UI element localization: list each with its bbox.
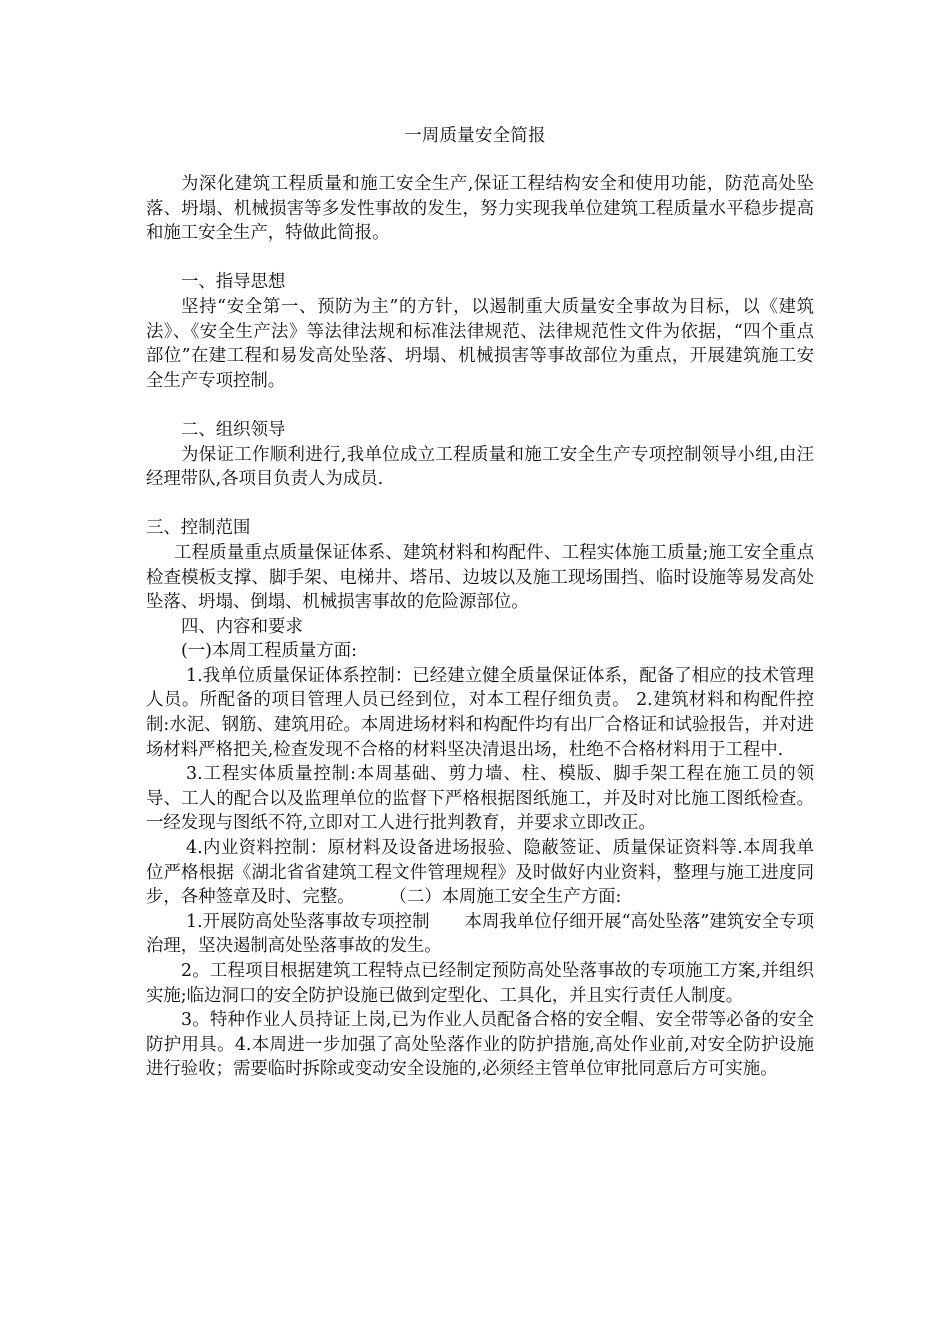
- quality-paragraph-4: 4.内业资料控制：原材料及设备进场报验、隐蔽签证、质量保证资料等.本周我单位严格根据《湖北省省建筑工程文件管理规程》及时做好内业资料，整理与施工进度同步，各种签章及时、完整。 （二）本周施工安全生产方面:: [146, 838, 814, 908]
- intro-paragraph: 为深化建筑工程质量和施工安全生产,保证工程结构安全和使用功能，防范高处坠落、坍塌、机械损害等多发性事故的发生，努力实现我单位建筑工程质量水平稳步提高和施工安全生产，特做此简报。: [146, 174, 814, 244]
- spacer: [146, 246, 814, 271]
- document-body: [146, 172, 814, 1082]
- safety-paragraph-3: 3。特种作业人员持证上岗,已为作业人员配备合格的安全帽、安全带等必备的安全防护用具。4.本周进一步加强了高处坠落作业的防护措施,高处作业前,对安全防护设施进行验收；需要临时拆除或变动安全设施的,必须经主管单位审批同意后方可实施。: [146, 1010, 814, 1080]
- safety-paragraph-2: 2。工程项目根据建筑工程特点已经制定预防高处坠落事故的专项施工方案,并组织实施;临边洞口的安全防护设施已做到定型化、工具化，并且实行责任人制度。: [146, 961, 814, 1006]
- quality-paragraph-3: 3.工程实体质量控制:本周基础、剪力墙、柱、模版、脚手架工程在施工员的领导、工人的配合以及监理单位的监督下严格根据图纸施工，并及时对比施工图纸检查。一经发现与图纸不符,立即对工人进行批判教育，并要求立即改正。: [146, 764, 814, 834]
- section-heading-organization: 二、组织领导: [181, 419, 286, 440]
- guiding-ideology-paragraph: 坚持“安全第一、预防为主”的方针，以遏制重大质量安全事故为目标，以《建筑法》、《安全生产法》等法律法规和标准法律规范、法律规范性文件为依据，“四个重点部位”在建工程和易发高处坠落、坍塌、机械损害等事故部位为重点，开展建筑施工安全生产专项控制。: [146, 296, 814, 391]
- subheading-quality: (一)本周工程质量方面:: [181, 641, 357, 662]
- control-scope-paragraph: 工程质量重点质量保证体系、建筑材料和构配件、工程实体施工质量;施工安全重点检查模板支撑、脚手架、电梯井、塔吊、边坡以及施工现场围挡、临时设施等易发高处坠落、坍塌、倒塌、机械损害事故的危险源部位。: [146, 542, 814, 613]
- organization-paragraph: 为保证工作顺利进行,我单位成立工程质量和施工安全生产专项控制领导小组,由汪经理带队,各项目负责人为成员.: [146, 444, 814, 490]
- section-heading-guiding-ideology: 一、指导思想: [181, 272, 286, 293]
- section-heading-content-requirements: 四、内容和要求: [181, 616, 303, 637]
- section-heading-control-scope: 三、控制范围: [146, 518, 251, 539]
- quality-paragraph-1: 1.我单位质量保证体系控制：已经建立健全质量保证体系，配备了相应的技术管理人员。所配备的项目管理人员已经到位，对本工程仔细负责。 2.建筑材料和构配件控制:水泥、钢筋、建筑用砼。本周进场材料和构配件均有出厂合格证和试验报告，并对进场材料严格把关,检查发现不合格的材料坚决清退出场，杜绝不合格材料用于工程中.: [146, 665, 814, 760]
- spacer: [146, 492, 814, 517]
- document-title: 一周质量安全简报: [404, 126, 546, 146]
- safety-paragraph-1: 1.开展防高处坠落事故专项控制 本周我单位仔细开展“高处坠落”建筑安全专项治理，坚决遏制高处坠落事故的发生。: [146, 911, 814, 957]
- spacer: [146, 393, 814, 418]
